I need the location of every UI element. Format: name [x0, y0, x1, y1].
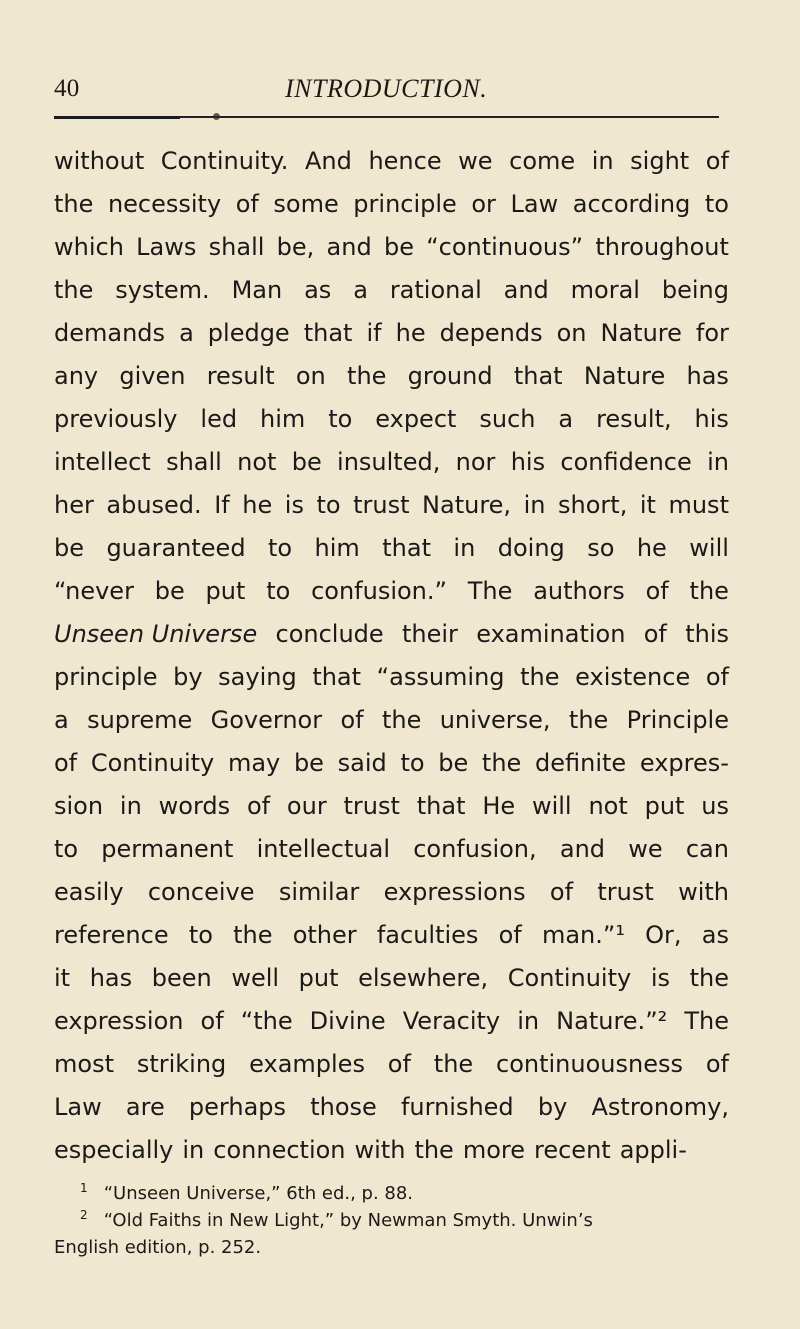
word: well — [231, 964, 280, 992]
text-line — [54, 828, 729, 871]
word: Astronomy, — [591, 1093, 729, 1121]
word: by — [173, 663, 203, 691]
word: be — [291, 448, 322, 476]
text-line — [54, 226, 729, 269]
word: in — [523, 491, 546, 519]
word: can — [685, 835, 729, 863]
word: with — [354, 1136, 406, 1164]
word: to — [268, 534, 293, 562]
word: be — [293, 749, 324, 777]
word: Veracity — [402, 1007, 501, 1035]
word: man.”¹ — [541, 921, 625, 949]
word: be — [54, 534, 84, 562]
word: will — [531, 792, 572, 820]
word: supreme — [87, 706, 193, 734]
word: of — [705, 663, 729, 691]
word: is — [284, 491, 304, 519]
footnote-1-mark: 1 — [80, 1181, 88, 1195]
word: so — [587, 534, 615, 562]
text-line — [54, 269, 729, 312]
word: on — [295, 362, 326, 390]
footnote-2-text: “Old Faiths in New Light,” by Newman Smyth. Unwin’s — [103, 1210, 593, 1231]
word: most — [54, 1050, 114, 1078]
word: shall — [208, 233, 265, 261]
text-line — [54, 914, 729, 957]
text-line — [54, 742, 729, 785]
word: their — [402, 620, 458, 648]
word: that — [382, 534, 431, 562]
word: ground — [407, 362, 493, 390]
word: our — [286, 792, 327, 820]
word: confidence — [560, 448, 692, 476]
word: to — [54, 835, 79, 863]
word: Continuity — [90, 749, 215, 777]
word: to — [266, 577, 291, 605]
word: his — [694, 405, 729, 433]
word: which — [54, 233, 124, 261]
word: definite — [534, 749, 627, 777]
word: Law — [510, 190, 559, 218]
footnote-2-mark: 2 — [80, 1208, 88, 1222]
word: Continuity — [507, 964, 632, 992]
word: sight — [630, 147, 690, 175]
word: in — [119, 792, 142, 820]
word: come — [509, 147, 576, 175]
word: hence — [368, 147, 442, 175]
text-line — [54, 312, 729, 355]
word: that — [416, 792, 466, 820]
word: insulted, — [337, 448, 441, 476]
word: “the — [240, 1007, 293, 1035]
word: in — [517, 1007, 540, 1035]
word: of — [387, 1050, 411, 1078]
text-line — [54, 957, 729, 1000]
footnotes — [54, 1180, 730, 1261]
word: for — [695, 319, 729, 347]
word: be — [383, 233, 414, 261]
word: shall — [166, 448, 222, 476]
word: that — [303, 319, 353, 347]
word: in — [591, 147, 614, 175]
word: more — [462, 1136, 525, 1164]
word: led — [200, 405, 238, 433]
word: intellectual — [256, 835, 390, 863]
word: with — [678, 878, 729, 906]
word: authors — [533, 577, 625, 605]
text-line — [54, 1000, 729, 1043]
text-line — [54, 785, 729, 828]
word: if — [366, 319, 382, 347]
word: of — [643, 620, 667, 648]
word: put — [298, 964, 339, 992]
word: it — [639, 491, 656, 519]
word: that — [312, 663, 362, 691]
word: as — [701, 921, 729, 949]
text-line — [54, 1043, 729, 1086]
word: Principle — [626, 706, 729, 734]
word: “continuous” — [426, 233, 584, 261]
word: confusion.” — [311, 577, 447, 605]
text-line — [54, 527, 729, 570]
footnote-2 — [80, 1207, 730, 1234]
word: reference — [54, 921, 169, 949]
word: the — [689, 964, 729, 992]
word: such — [479, 405, 536, 433]
footnote-1-text: “Unseen Universe,” 6th ed., p. 88. — [103, 1183, 414, 1204]
word: be, — [276, 233, 315, 261]
printing-mark — [213, 113, 220, 120]
word: has — [89, 964, 133, 992]
word: trust — [353, 491, 410, 519]
word: intellect — [54, 448, 151, 476]
word: according — [572, 190, 691, 218]
word: of — [498, 921, 522, 949]
word: result, — [596, 405, 672, 433]
word: of — [235, 190, 259, 218]
text-line — [54, 656, 729, 699]
word: If — [214, 491, 230, 519]
word: a — [558, 405, 574, 433]
word: of — [246, 792, 271, 820]
word: has — [686, 362, 729, 390]
running-head — [0, 0, 800, 120]
word: principle — [353, 190, 457, 218]
word: expression — [54, 1007, 184, 1035]
word: his — [510, 448, 546, 476]
word: without — [54, 147, 145, 175]
word: the — [481, 749, 522, 777]
word: and — [559, 835, 606, 863]
word: the — [414, 1136, 454, 1164]
word: appli- — [619, 1136, 687, 1164]
word: furnished — [400, 1093, 514, 1121]
word: connection — [213, 1136, 346, 1164]
word: or — [471, 190, 496, 218]
word: and — [503, 276, 549, 304]
word: nor — [455, 448, 496, 476]
word: will — [689, 534, 729, 562]
word: to — [400, 749, 425, 777]
word: be — [154, 577, 185, 605]
word: Laws — [136, 233, 197, 261]
word: must — [668, 491, 729, 519]
word: The — [467, 577, 513, 605]
word: the — [381, 706, 422, 734]
word: in — [182, 1136, 205, 1164]
word: of — [645, 577, 669, 605]
word: to — [328, 405, 353, 433]
word: conclude — [275, 620, 384, 648]
word: to — [188, 921, 213, 949]
word: a — [54, 706, 69, 734]
word: the — [520, 663, 560, 691]
word: short, — [558, 491, 628, 519]
main-text — [54, 140, 729, 1172]
word: been — [151, 964, 212, 992]
word: those — [310, 1093, 377, 1121]
word: expressions — [383, 878, 526, 906]
running-title: INTRODUCTION. — [285, 74, 488, 103]
word: necessity — [107, 190, 222, 218]
word: it — [54, 964, 71, 992]
word: we — [628, 835, 663, 863]
word: not — [588, 792, 628, 820]
word: universe, — [439, 706, 551, 734]
word: us — [701, 792, 729, 820]
footnote-1 — [80, 1180, 730, 1207]
word: doing — [497, 534, 565, 562]
word: a — [353, 276, 368, 304]
word: moral — [570, 276, 640, 304]
word: in — [707, 448, 729, 476]
header-rule-thick — [54, 116, 180, 119]
word: may — [227, 749, 281, 777]
text-line — [54, 613, 729, 656]
word: easily — [54, 878, 124, 906]
word: guaranteed — [106, 534, 246, 562]
word: the — [568, 706, 609, 734]
text-line — [54, 1129, 729, 1172]
word: pledge — [207, 319, 290, 347]
word: are — [125, 1093, 165, 1121]
word: “never — [54, 577, 134, 605]
word: The — [684, 1007, 729, 1035]
word: rational — [389, 276, 482, 304]
word: continuousness — [496, 1050, 683, 1078]
word: put — [205, 577, 246, 605]
word: abused. — [106, 491, 202, 519]
word: put — [644, 792, 685, 820]
word: he — [636, 534, 667, 562]
word: elsewhere, — [358, 964, 489, 992]
word: the — [233, 921, 273, 949]
word: is — [650, 964, 670, 992]
word: faculties — [376, 921, 479, 949]
word: of — [54, 749, 78, 777]
text-line — [54, 183, 729, 226]
word: examination — [476, 620, 626, 648]
word: a — [179, 319, 194, 347]
word: by — [537, 1093, 568, 1121]
word: as — [304, 276, 332, 304]
word: her — [54, 491, 94, 519]
text-line — [54, 699, 729, 742]
word: demands — [54, 319, 166, 347]
word: especially — [54, 1136, 174, 1164]
text-line — [54, 871, 729, 914]
word: existence — [575, 663, 691, 691]
word: the — [433, 1050, 474, 1078]
word: being — [661, 276, 729, 304]
footnote-2-continuation: English edition, p. 252. — [54, 1237, 262, 1258]
word: of — [549, 878, 574, 906]
word: Unseen Universe — [54, 620, 258, 648]
word: the — [54, 190, 94, 218]
word: conceive — [147, 878, 255, 906]
word: in — [453, 534, 476, 562]
word: examples — [249, 1050, 365, 1078]
word: of — [340, 706, 364, 734]
word: trust — [597, 878, 654, 906]
word: Nature, — [422, 491, 512, 519]
word: said — [337, 749, 387, 777]
word: result — [206, 362, 275, 390]
word: striking — [136, 1050, 227, 1078]
word: him — [314, 534, 360, 562]
word: expres- — [639, 749, 729, 777]
word: given — [119, 362, 186, 390]
word: similar — [278, 878, 360, 906]
word: perhaps — [188, 1093, 287, 1121]
word: that — [513, 362, 563, 390]
word: and — [326, 233, 372, 261]
word: Or, — [645, 921, 682, 949]
word: saying — [218, 663, 297, 691]
word: And — [305, 147, 352, 175]
word: the — [54, 276, 94, 304]
word: he — [242, 491, 273, 519]
word: sion — [54, 792, 104, 820]
word: depends — [439, 319, 543, 347]
word: he — [395, 319, 426, 347]
word: of — [705, 1050, 729, 1078]
word: throughout — [595, 233, 729, 261]
word: other — [292, 921, 357, 949]
word: any — [54, 362, 99, 390]
text-line — [54, 355, 729, 398]
text-line — [54, 1086, 729, 1129]
word: Nature — [583, 362, 666, 390]
word: system. — [115, 276, 210, 304]
word: of — [705, 147, 729, 175]
word: be — [438, 749, 469, 777]
word: him — [260, 405, 306, 433]
word: expect — [375, 405, 457, 433]
word: He — [482, 792, 516, 820]
word: to — [704, 190, 729, 218]
word: not — [237, 448, 277, 476]
word: words — [158, 792, 231, 820]
text-line — [54, 398, 729, 441]
word: on — [556, 319, 587, 347]
word: confusion, — [413, 835, 537, 863]
word: we — [458, 147, 493, 175]
word: Nature.”² — [556, 1007, 668, 1035]
word: principle — [54, 663, 158, 691]
word: Governor — [210, 706, 323, 734]
word: Continuity. — [160, 147, 289, 175]
text-line — [54, 484, 729, 527]
word: of — [200, 1007, 224, 1035]
word: Man — [231, 276, 283, 304]
word: “assuming — [376, 663, 505, 691]
word: trust — [343, 792, 400, 820]
page-number: 40 — [54, 75, 80, 102]
word: some — [273, 190, 339, 218]
word: previously — [54, 405, 178, 433]
word: the — [689, 577, 729, 605]
text-line — [54, 570, 729, 613]
word: Nature — [600, 319, 682, 347]
word: this — [685, 620, 729, 648]
word: to — [316, 491, 341, 519]
text-line — [54, 441, 729, 484]
word: Law — [54, 1093, 102, 1121]
word: permanent — [101, 835, 234, 863]
word: Divine — [309, 1007, 386, 1035]
text-line — [54, 140, 729, 183]
word: the — [347, 362, 387, 390]
word: recent — [534, 1136, 611, 1164]
